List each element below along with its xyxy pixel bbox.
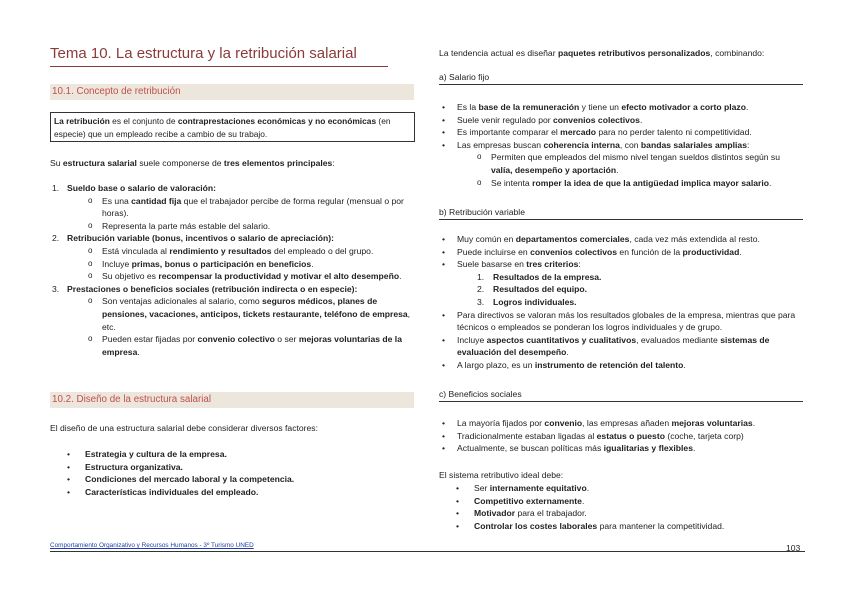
bold-text: instrumento de retención del talento <box>534 359 684 370</box>
criteria-text: Resultados de la empresa. <box>493 271 602 282</box>
circle-bullet-icon: o <box>477 177 482 187</box>
section-heading-diseno: 10.2. Diseño de la estructura salarial <box>50 392 414 408</box>
bullet-item <box>439 430 803 443</box>
sub-list-item <box>50 245 415 258</box>
text-run: Es la <box>457 102 479 112</box>
circle-bullet-icon: o <box>88 296 93 306</box>
bold-text: La retribución <box>54 116 110 126</box>
bold-text: convenio <box>544 418 583 428</box>
sub-list-item <box>439 177 803 190</box>
bold-text: tres criterios <box>526 259 579 270</box>
bullet-item <box>50 461 415 474</box>
text-run: suele componerse de <box>136 158 224 168</box>
bullet-item <box>439 246 803 259</box>
list-number: 1. <box>477 271 485 282</box>
bullet-item <box>439 258 803 271</box>
text-run: para mantener la competitividad. <box>597 520 725 531</box>
text-run: , evaluados mediante <box>636 334 721 345</box>
footer-divider <box>50 551 805 552</box>
bold-text: tres elementos principales <box>223 158 333 168</box>
bullet-item <box>439 139 803 152</box>
text-run: : <box>746 139 750 150</box>
text-run: Las empresas buscan <box>457 139 544 150</box>
text-run: . <box>683 359 686 370</box>
factor-text: Condiciones del mercado laboral y la competencia. <box>85 474 295 485</box>
circle-bullet-icon: o <box>88 334 93 344</box>
text-run: Ser <box>474 483 490 493</box>
criteria-item <box>439 283 803 296</box>
sub-list-item <box>50 220 415 233</box>
ideal-list <box>439 482 803 532</box>
bullet-icon: • <box>442 102 446 112</box>
bold-text: efecto motivador a corto plazo <box>621 102 746 112</box>
text-run: La tendencia actual es diseñar <box>439 48 558 58</box>
circle-bullet-icon: o <box>477 152 482 162</box>
text-run: para no perder talento ni competitividad. <box>596 127 752 138</box>
text-run: Puede incluirse en <box>457 246 531 257</box>
list-number: 2. <box>477 284 485 295</box>
bullet-icon: • <box>442 309 446 320</box>
bold-text: Controlar los costes laborales <box>474 520 598 531</box>
structure-intro <box>50 157 415 170</box>
bullet-icon: • <box>456 508 460 519</box>
text-run: para el trabajador. <box>515 508 587 519</box>
text-run: A largo plazo, es un <box>457 359 535 370</box>
text-run: Su objetivo es <box>102 271 159 282</box>
text-run: Se intenta <box>491 177 533 188</box>
list-item-label: Retribución variable (bonus, incentivos o salario de apreciación): <box>67 233 334 244</box>
footer-course-link[interactable]: Comportamiento Organizativo y Recursos Humanos - 3º Turismo UNED <box>50 542 254 549</box>
text-run: , etc. <box>102 308 411 332</box>
text-run: . <box>752 418 756 428</box>
criteria-item <box>439 271 803 284</box>
bullet-item <box>439 482 803 495</box>
bullet-item <box>439 417 803 430</box>
bold-text: paquetes retributivos personalizados <box>557 48 711 58</box>
bold-text: estatus o puesto <box>596 430 665 441</box>
text-run: Permiten que empleados del mismo nivel tengan sueldos distintos según su <box>491 152 781 163</box>
bold-text: internamente equitativo <box>489 483 587 493</box>
page-title: Tema 10. La estructura y la retribución salarial <box>50 44 388 67</box>
bullet-icon: • <box>67 449 71 459</box>
bold-text: valía, desempeño y aportación <box>491 164 617 175</box>
bullet-item <box>439 233 803 246</box>
circle-bullet-icon: o <box>88 220 93 230</box>
text-run: y tiene un <box>579 102 622 112</box>
bullet-item <box>439 101 803 114</box>
ideal-intro: El sistema retributivo ideal debe: <box>439 470 564 480</box>
definition-box <box>50 112 415 142</box>
bullet-item <box>50 473 415 486</box>
bold-text: coherencia interna <box>543 139 620 150</box>
page-number: 103 <box>786 543 801 553</box>
list-item-label: Prestaciones o beneficios sociales (retribución indirecta o en especie): <box>67 283 358 294</box>
text-run: . <box>586 483 590 493</box>
bold-text: rendimiento y resultados <box>169 245 272 256</box>
text-run: Suele basarse en <box>457 259 527 270</box>
bullet-item <box>439 334 803 359</box>
text-run: Es una <box>102 195 132 206</box>
variable-pay-list <box>439 233 803 372</box>
bullet-icon: • <box>442 114 446 125</box>
text-run: , las empresas añaden <box>582 418 672 428</box>
bold-text: convenios colectivos <box>530 246 618 257</box>
bold-text: convenios colectivos <box>553 114 640 125</box>
bullet-icon: • <box>456 483 460 493</box>
bold-text: seguros médicos, planes de pensiones, vacaciones, anticipos, tickets restaurante, teléfono de empresa <box>102 296 408 319</box>
text-run: Para directivos se valoran más los resultados globales de la empresa, mientras que para técnicos o empleados se ponderan los logros individuales y de grupo. <box>457 309 796 333</box>
text-run: . <box>692 443 696 454</box>
subheading-beneficios-sociales: c) Beneficios sociales <box>439 387 803 402</box>
bold-text: estructura salarial <box>62 158 137 168</box>
factor-text: Características individuales del empleado. <box>85 486 259 497</box>
list-number: 3. <box>52 283 60 294</box>
subheading-salario-fijo: a) Salario fijo <box>439 70 803 85</box>
bold-text: romper la idea de que la antigüedad implica mayor salario <box>532 177 769 188</box>
bullet-icon: • <box>442 443 446 454</box>
sub-list-item <box>50 333 415 358</box>
criteria-item <box>439 296 803 309</box>
circle-bullet-icon: o <box>88 195 93 205</box>
text-run: Es importante comparar el <box>457 127 561 138</box>
text-run: . <box>137 346 140 357</box>
text-run: o ser <box>274 334 299 345</box>
bullet-item <box>439 495 803 508</box>
text-run: del empleado o del grupo. <box>271 245 374 256</box>
bullet-icon: • <box>442 334 446 345</box>
text-run: Actualmente, se buscan políticas más <box>457 443 604 454</box>
list-number: 3. <box>477 296 485 307</box>
ordered-list-item <box>50 232 415 245</box>
bold-text: mejoras voluntarias de la empresa <box>102 334 402 357</box>
text-run: Tradicionalmente estaban ligadas al <box>457 430 597 441</box>
text-run: . <box>639 114 643 125</box>
circle-bullet-icon: o <box>88 271 93 281</box>
subheading-retribucion-variable: b) Retribución variable <box>439 205 803 220</box>
bullet-icon: • <box>67 474 71 485</box>
text-run: . <box>768 177 772 188</box>
text-run: Suele venir regulado por <box>457 114 554 125</box>
bold-text: recompensar la productividad y motivar el alto desempeño <box>158 271 400 282</box>
sub-list-item <box>50 295 415 333</box>
elements-list <box>50 182 415 358</box>
text-run: . <box>399 271 402 282</box>
bullet-icon: • <box>442 139 446 150</box>
factor-text: Estructura organizativa. <box>85 461 183 472</box>
criteria-text: Resultados del equipo. <box>493 284 588 295</box>
text-run: en función de la <box>617 246 683 257</box>
text-run: (en especie) que un empleado recibe a cambio de su trabajo. <box>54 116 391 139</box>
bold-text: aspectos cuantitativos y cualitativos <box>486 334 637 345</box>
text-run: Incluye <box>102 258 132 269</box>
text-run: . <box>581 495 585 506</box>
bullet-icon: • <box>67 486 71 497</box>
list-number: 1. <box>52 183 60 193</box>
text-run: : <box>578 259 581 270</box>
factor-text: Estrategia y cultura de la empresa. <box>85 449 227 459</box>
text-run: . <box>311 258 314 269</box>
text-run: La mayoría fijados por <box>457 418 545 428</box>
ordered-list-item <box>50 283 415 296</box>
bullet-icon: • <box>442 418 446 428</box>
bullet-icon: • <box>442 246 446 257</box>
bold-text: productividad <box>682 246 740 257</box>
sub-list-item <box>50 195 415 220</box>
bullet-item <box>50 486 415 499</box>
factors-list <box>50 448 415 498</box>
bullet-icon: • <box>442 234 446 244</box>
text-run: Su <box>50 158 63 168</box>
bullet-item <box>50 448 415 461</box>
circle-bullet-icon: o <box>88 245 93 255</box>
bullet-item <box>439 507 803 520</box>
text-run: , con <box>619 139 641 150</box>
text-run: Está vinculada al <box>102 245 170 256</box>
benefits-list <box>439 417 803 455</box>
bullet-item <box>439 309 803 334</box>
bullet-icon: • <box>456 495 460 506</box>
text-run: , combinando: <box>710 48 765 58</box>
text-run: que el trabajador percibe de forma regular (mensual o por horas). <box>102 195 404 219</box>
bold-text: primas, bonus o participación en beneficios <box>131 258 312 269</box>
trend-intro <box>439 47 803 60</box>
bullet-icon: • <box>67 461 71 472</box>
bold-text: igualitarias y flexibles <box>603 443 693 454</box>
text-run: Muy común en <box>457 234 516 244</box>
text-run: . <box>745 102 749 112</box>
bold-text: convenio colectivo <box>197 334 275 345</box>
bold-text: contraprestaciones económicas y no económicas <box>177 116 377 126</box>
bullet-item <box>439 126 803 139</box>
bullet-item <box>439 442 803 455</box>
bullet-item <box>439 520 803 533</box>
bold-text: sistemas de evaluación del desempeño <box>457 334 770 358</box>
bold-text: mercado <box>560 127 596 138</box>
criteria-text: Logros individuales. <box>493 296 577 307</box>
bold-text: Motivador <box>474 508 516 519</box>
bold-text: bandas salariales amplias <box>640 139 747 150</box>
bullet-icon: • <box>442 127 446 138</box>
text-run: : <box>332 158 335 168</box>
bold-text: base de la remuneración <box>478 102 580 112</box>
list-number: 2. <box>52 233 60 244</box>
sub-list-item <box>50 270 415 283</box>
text-run: . <box>566 347 569 358</box>
bullet-icon: • <box>456 520 460 531</box>
section-heading-concepto: 10.1. Concepto de retribución <box>50 84 414 100</box>
fixed-salary-list <box>439 101 803 189</box>
design-intro: El diseño de una estructura salarial debe considerar diversos factores: <box>50 423 318 433</box>
text-run: Representa la parte más estable del salario. <box>102 220 271 231</box>
text-run: (coche, tarjeta corp) <box>664 430 744 441</box>
bullet-icon: • <box>442 259 446 270</box>
bullet-icon: • <box>442 359 446 370</box>
text-run: . <box>616 164 619 175</box>
list-item-label: Sueldo base o salario de valoración: <box>67 183 217 193</box>
bullet-item <box>439 359 803 372</box>
text-run: Incluye <box>457 334 487 345</box>
sub-list-item <box>50 258 415 271</box>
ordered-list-item <box>50 182 415 195</box>
bold-text: mejoras voluntarias <box>671 418 753 428</box>
circle-bullet-icon: o <box>88 258 93 268</box>
sub-list-item <box>439 151 803 176</box>
text-run: Pueden estar fijadas por <box>102 334 198 345</box>
bold-text: departamentos comerciales <box>515 234 630 244</box>
text-run: . <box>739 246 742 257</box>
text-run: , cada vez más extendida al resto. <box>629 234 760 244</box>
text-run: Son ventajas adicionales al salario, como <box>102 296 263 307</box>
bullet-item <box>439 114 803 127</box>
bold-text: cantidad fija <box>131 195 182 206</box>
text-run: es el conjunto de <box>109 116 178 126</box>
bold-text: Competitivo externamente <box>474 495 582 506</box>
bullet-icon: • <box>442 430 446 441</box>
